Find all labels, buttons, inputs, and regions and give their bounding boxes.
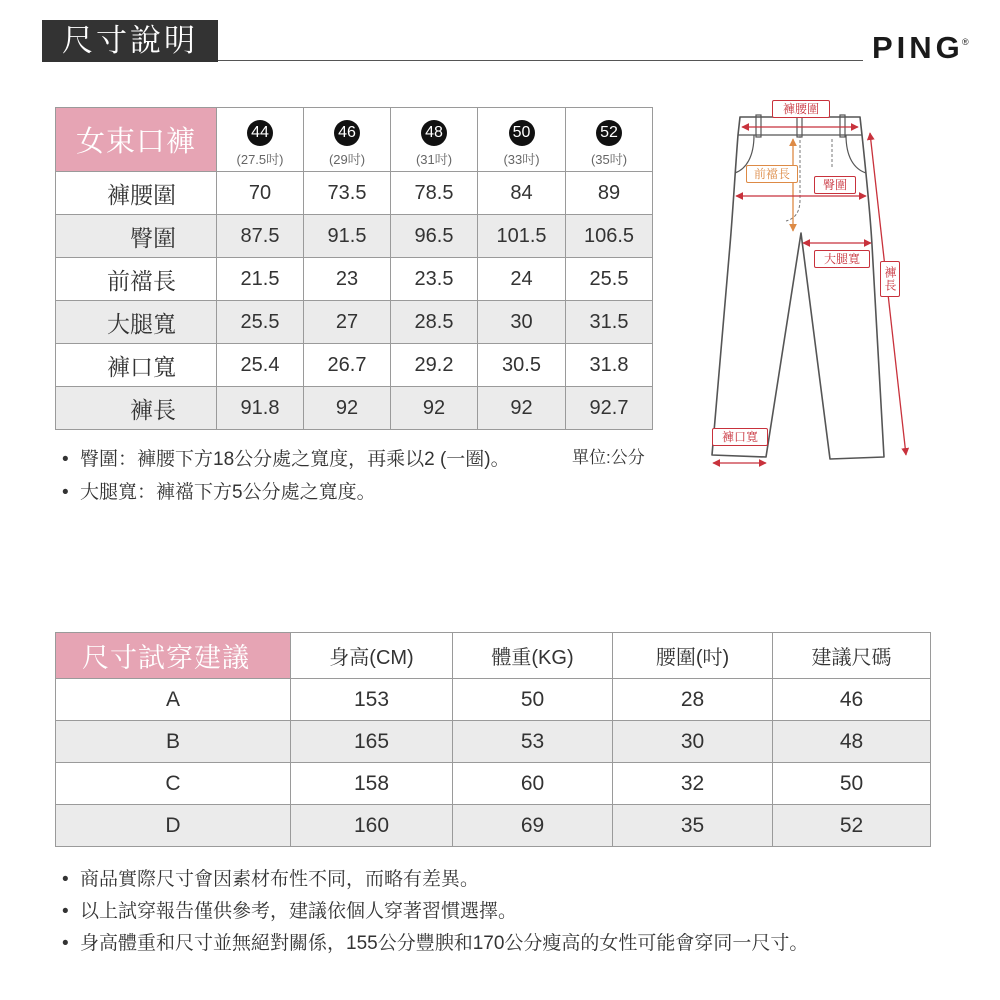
measure-value: 25.5 xyxy=(566,258,653,301)
table-cell: 69 xyxy=(453,805,613,847)
hip-tag: 臀圍 xyxy=(814,176,856,194)
size-chart-table xyxy=(55,107,653,430)
measure-value: 92.7 xyxy=(566,387,653,430)
measure-label: 前襠長 xyxy=(56,258,217,301)
size-inch-label: (27.5吋) xyxy=(236,152,284,167)
measure-value: 25.5 xyxy=(217,301,304,344)
footnote: • 以上試穿報告僅供參考，建議依個人穿著習慣選擇。 xyxy=(62,901,517,923)
measure-value: 23 xyxy=(304,258,391,301)
measure-value: 89 xyxy=(566,172,653,215)
measure-value: 31.8 xyxy=(566,344,653,387)
footnote: • 身高體重和尺寸並無絕對關係，155公分豐腴和170公分瘦高的女性可能會穿同一尺寸。 xyxy=(62,933,808,955)
fit-table-title: 尺寸試穿建議 xyxy=(56,633,291,679)
size-column-header xyxy=(566,108,653,172)
table-cell: 153 xyxy=(291,679,453,721)
measure-label: 褲長 xyxy=(56,387,217,430)
column-header: 建議尺碼 xyxy=(773,633,931,679)
thigh-note: • 大腿寬：褲襠下方5公分處之寬度。 xyxy=(62,482,376,504)
fit-suggestion-table xyxy=(55,632,931,847)
model-label: D xyxy=(56,805,291,847)
size-inch-label: (33吋) xyxy=(503,152,540,167)
brand-logo: PING xyxy=(872,30,964,65)
measure-value: 91.8 xyxy=(217,387,304,430)
measure-value: 23.5 xyxy=(391,258,478,301)
model-label: C xyxy=(56,763,291,805)
measure-value: 78.5 xyxy=(391,172,478,215)
size-column-header xyxy=(217,108,304,172)
measure-value: 87.5 xyxy=(217,215,304,258)
measure-value: 24 xyxy=(478,258,566,301)
registered-mark: ® xyxy=(962,37,969,47)
rise-tag: 前襠長 xyxy=(746,165,798,183)
column-header: 體重(KG) xyxy=(453,633,613,679)
measure-value: 29.2 xyxy=(391,344,478,387)
size-table-title: 女束口褲 xyxy=(56,108,217,172)
model-label: A xyxy=(56,679,291,721)
table-cell: 158 xyxy=(291,763,453,805)
size-badge: 48 xyxy=(421,120,447,146)
size-inch-label: (31吋) xyxy=(415,152,453,167)
measure-value: 106.5 xyxy=(566,215,653,258)
size-inch-label: (35吋) xyxy=(590,152,628,167)
title-divider xyxy=(218,60,863,61)
size-badge: 46 xyxy=(334,120,360,146)
size-column-header xyxy=(478,108,566,172)
table-cell: 165 xyxy=(291,721,453,763)
table-cell: 35 xyxy=(613,805,773,847)
measure-value: 101.5 xyxy=(478,215,566,258)
unit-label: 單位:公分 xyxy=(572,448,645,467)
size-badge: 44 xyxy=(247,120,273,146)
thigh-tag: 大腿寬 xyxy=(814,250,870,268)
page-title: 尺寸說明 xyxy=(42,20,218,62)
measure-value: 70 xyxy=(217,172,304,215)
table-cell: 50 xyxy=(773,763,931,805)
waist-tag: 褲腰圍 xyxy=(772,100,830,118)
hem-tag: 褲口寬 xyxy=(712,428,768,446)
measure-value: 31.5 xyxy=(566,301,653,344)
model-label: B xyxy=(56,721,291,763)
measure-value: 96.5 xyxy=(391,215,478,258)
measure-value: 92 xyxy=(478,387,566,430)
footnote: • 商品實際尺寸會因素材布性不同，而略有差異。 xyxy=(62,869,479,891)
table-cell: 28 xyxy=(613,679,773,721)
size-inch-label: (29吋) xyxy=(328,152,366,167)
table-cell: 48 xyxy=(773,721,931,763)
measure-value: 21.5 xyxy=(217,258,304,301)
table-cell: 30 xyxy=(613,721,773,763)
size-badge: 50 xyxy=(509,120,535,146)
size-column-header xyxy=(304,108,391,172)
size-badge: 52 xyxy=(596,120,622,146)
column-header: 腰圍(吋) xyxy=(613,633,773,679)
measure-value: 26.7 xyxy=(304,344,391,387)
hip-note: • 臀圍：褲腰下方18公分處之寬度，再乘以2 (一圈)。 xyxy=(62,449,510,471)
measure-value: 84 xyxy=(478,172,566,215)
measure-value: 28.5 xyxy=(391,301,478,344)
measure-value: 30 xyxy=(478,301,566,344)
table-cell: 32 xyxy=(613,763,773,805)
size-column-header xyxy=(391,108,478,172)
measure-value: 27 xyxy=(304,301,391,344)
table-cell: 52 xyxy=(773,805,931,847)
measure-value: 91.5 xyxy=(304,215,391,258)
measure-value: 30.5 xyxy=(478,344,566,387)
measure-label: 臀圍 xyxy=(56,215,217,258)
measure-value: 92 xyxy=(304,387,391,430)
table-cell: 160 xyxy=(291,805,453,847)
length-tag: 褲長 xyxy=(880,261,900,297)
table-cell: 46 xyxy=(773,679,931,721)
table-cell: 50 xyxy=(453,679,613,721)
measure-value: 92 xyxy=(391,387,478,430)
measure-value: 25.4 xyxy=(217,344,304,387)
measure-label: 褲口寬 xyxy=(56,344,217,387)
table-cell: 53 xyxy=(453,721,613,763)
measure-label: 褲腰圍 xyxy=(56,172,217,215)
table-cell: 60 xyxy=(453,763,613,805)
measure-label: 大腿寬 xyxy=(56,301,217,344)
measure-value: 73.5 xyxy=(304,172,391,215)
column-header: 身高(CM) xyxy=(291,633,453,679)
